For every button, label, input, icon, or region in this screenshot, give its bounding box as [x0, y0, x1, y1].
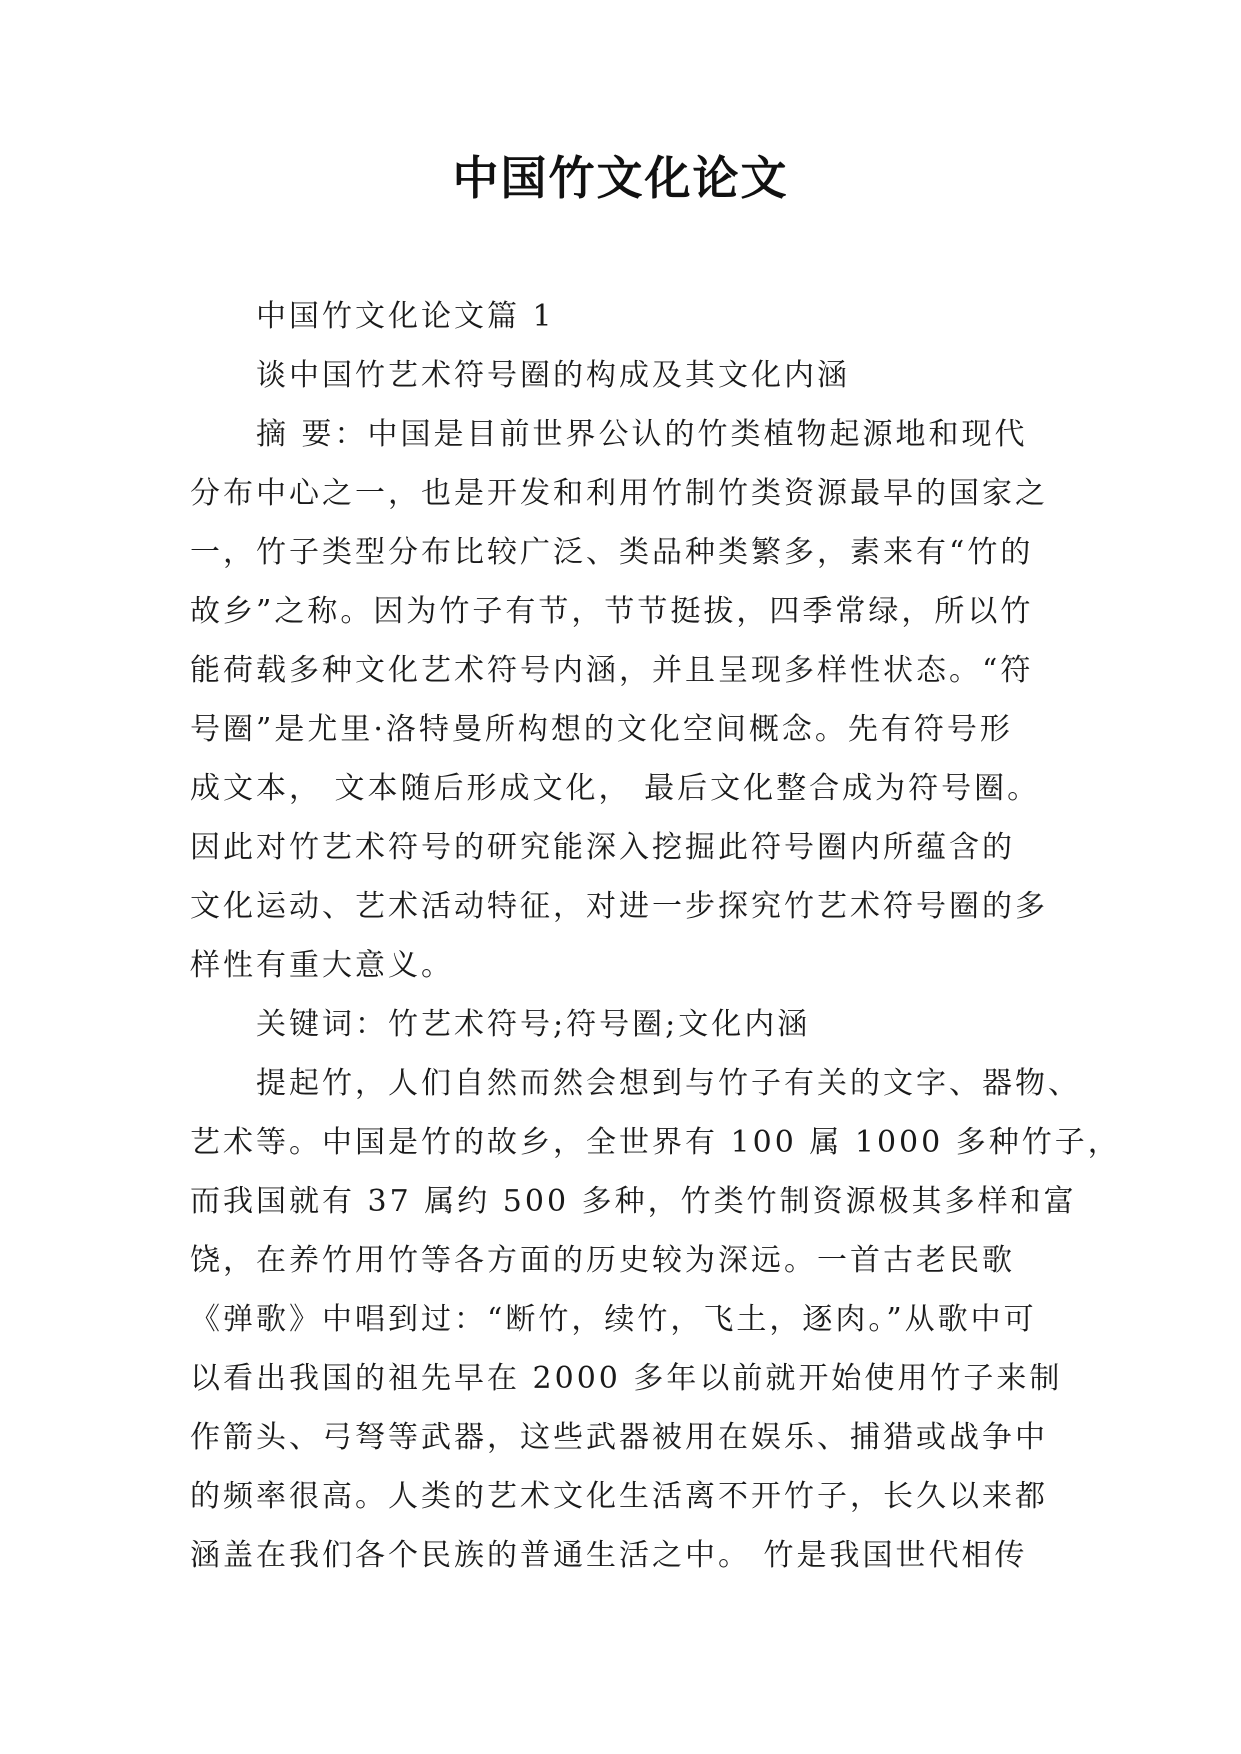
keywords-line: 关键词：竹艺术符号;符号圈;文化内涵 — [256, 1007, 811, 1042]
paragraph-line: 作箭头、弓弩等武器，这些武器被用在娱乐、捕猎或战争中 — [190, 1420, 1048, 1455]
abstract-line: 摘 要：中国是目前世界公认的竹类植物起源地和现代 — [256, 417, 1028, 452]
abstract-line: 能荷载多种文化艺术符号内涵，并且呈现多样性状态。“符 — [190, 653, 1034, 688]
article-title: 谈中国竹艺术符号圈的构成及其文化内涵 — [256, 358, 850, 393]
document-title: 中国竹文化论文 — [452, 151, 789, 205]
section-heading: 中国竹文化论文篇 1 — [256, 299, 555, 334]
paragraph-line: 提起竹，人们自然而然会想到与竹子有关的文字、器物、 — [256, 1066, 1081, 1101]
abstract-line: 号圈”是尤里·洛特曼所构想的文化空间概念。先有符号形 — [190, 712, 1013, 747]
abstract-line: 分布中心之一，也是开发和利用竹制竹类资源最早的国家之 — [190, 476, 1048, 511]
paragraph-line: 的频率很高。人类的艺术文化生活离不开竹子，长久以来都 — [190, 1479, 1048, 1514]
abstract-line: 成文本， 文本随后形成文化， 最后文化整合成为符号圈。 — [190, 771, 1041, 806]
paragraph-line: 艺术等。中国是竹的故乡，全世界有 100 属 1000 多种竹子， — [190, 1125, 1121, 1160]
abstract-line: 文化运动、艺术活动特征，对进一步探究竹艺术符号圈的多 — [190, 889, 1048, 924]
paragraph-line: 而我国就有 37 属约 500 多种，竹类竹制资源极其多样和富 — [190, 1184, 1077, 1219]
paragraph-line: 饶，在养竹用竹等各方面的历史较为深远。一首古老民歌 — [190, 1243, 1015, 1278]
paragraph-line: 《弹歌》中唱到过：“断竹，续竹，飞土，逐肉。”从歌中可 — [190, 1302, 1037, 1337]
abstract-line: 因此对竹艺术符号的研究能深入挖掘此符号圈内所蕴含的 — [190, 830, 1015, 865]
abstract-line: 一，竹子类型分布比较广泛、类品种类繁多，素来有“竹的 — [190, 535, 1034, 570]
paragraph-line: 以看出我国的祖先早在 2000 多年以前就开始使用竹子来制 — [190, 1361, 1063, 1396]
abstract-line: 样性有重大意义。 — [190, 948, 454, 983]
document-body — [190, 287, 1121, 1585]
paragraph-line: 涵盖在我们各个民族的普通生活之中。 竹是我国世代相传 — [190, 1538, 1028, 1573]
abstract-line: 故乡”之称。因为竹子有节，节节挺拔，四季常绿，所以竹 — [190, 594, 1034, 629]
